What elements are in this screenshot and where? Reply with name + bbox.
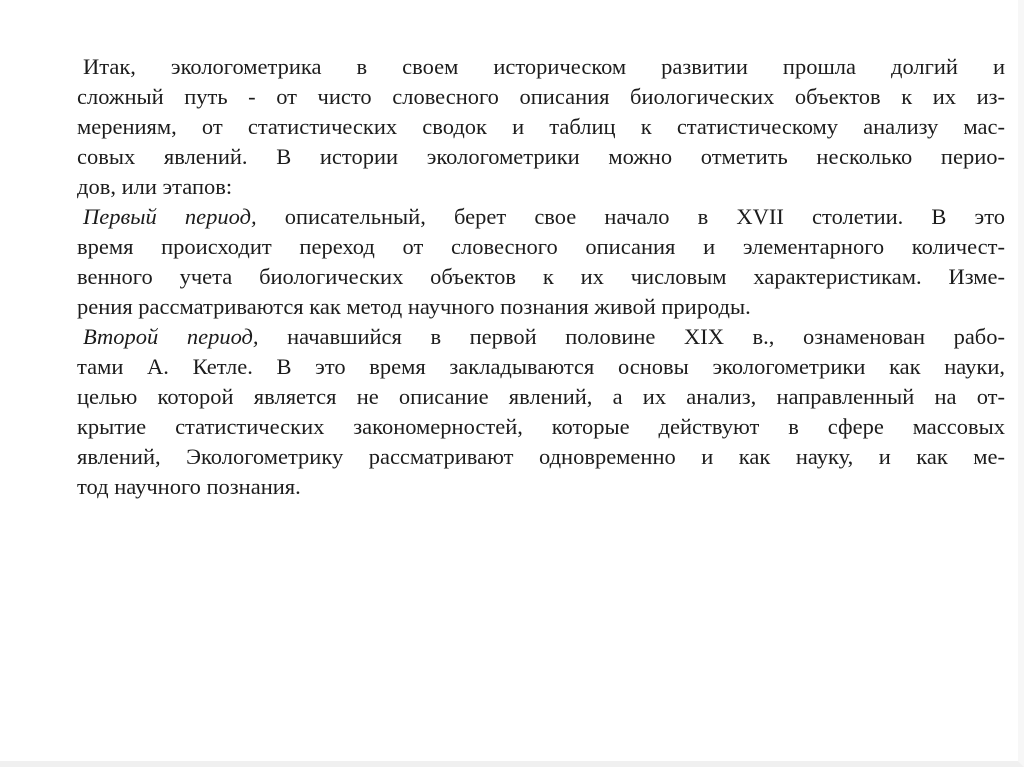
- text-line: мерениям, от статистических сводок и таблиц к статистическому анализу мас-: [77, 114, 1005, 139]
- text-line: целью которой является не описание явлений, а их анализ, направленный на от-: [77, 384, 1005, 409]
- text-line: время происходит переход от словесного описания и элементарного количест-: [77, 234, 1005, 259]
- text-line: Итак, экологометрика в своем историческом развитии прошла долгий и: [83, 54, 1005, 79]
- lead-text: начавшийся в первой половине XIX в., ознаменован рабо-: [258, 324, 1005, 349]
- text-line: рения рассматриваются как метод научного познания живой природы.: [77, 294, 751, 319]
- text-line: тами А. Кетле. В это время закладываются основы экологометрики как науки,: [77, 354, 1005, 379]
- paragraph-3: [77, 322, 1005, 502]
- text-line-lead: [80, 202, 1005, 232]
- text-line: сложный путь - от чисто словесного описания биологических объектов к их из-: [77, 84, 1005, 109]
- lead-text: описательный, берет свое начало в XVII столетии. В это: [256, 204, 1005, 229]
- paragraph-1: [77, 52, 1005, 202]
- period-term: Второй период,: [83, 324, 259, 349]
- text-line: венного учета биологических объектов к их числовым характеристикам. Изме-: [77, 264, 1005, 289]
- text-line: тод научного познания.: [77, 474, 301, 499]
- text-line: крытие статистических закономерностей, которые действуют в сфере массовых: [77, 414, 1005, 439]
- text-line-lead: [80, 322, 1005, 352]
- period-term: Первый период,: [83, 204, 257, 229]
- text-line: явлений, Экологометрику рассматривают одновременно и как науку, и как ме-: [77, 444, 1005, 469]
- text-line: дов, или этапов:: [77, 174, 233, 199]
- text-line: совых явлений. В истории экологометрики можно отметить несколько перио-: [77, 144, 1005, 169]
- paragraph-2: [77, 202, 1005, 322]
- document-body: [77, 52, 1005, 502]
